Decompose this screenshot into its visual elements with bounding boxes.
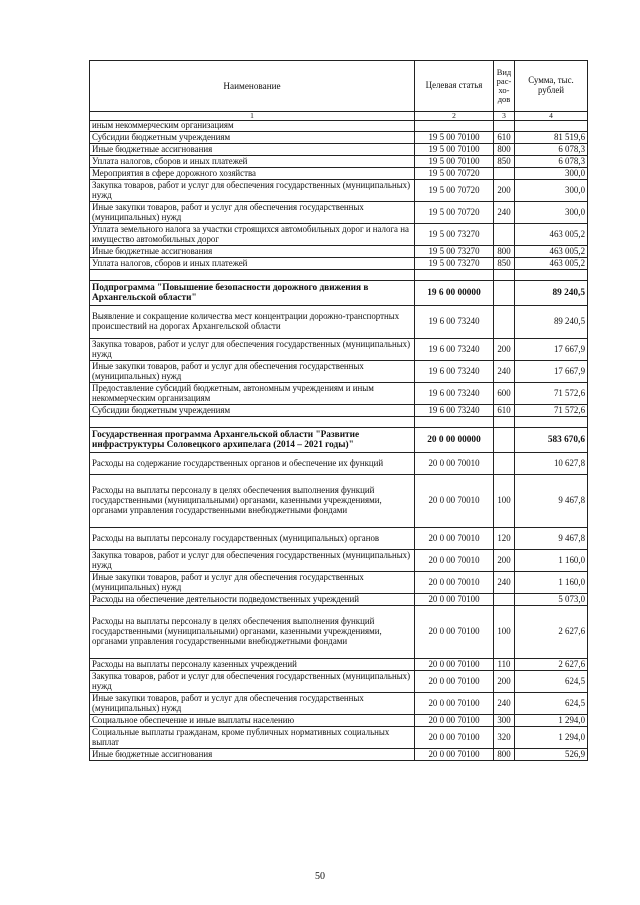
row-target-article-cell [415,121,494,132]
row-sum-cell: 9 467,8 [515,475,588,528]
row-name-cell: Иные закупки товаров, работ и услуг для обеспечения государственных (муниципальных) нужд [90,361,415,383]
row-target-article-cell: 19 6 00 00000 [415,281,494,306]
table-body [90,61,588,761]
row-target-article-cell: 20 0 00 70010 [415,528,494,550]
row-expense-type-cell [494,281,515,306]
row-expense-type-cell: 100 [494,475,515,528]
table-row [90,224,588,246]
row-sum-cell: 10 627,8 [515,453,588,475]
row-target-article-cell: 20 0 00 70010 [415,550,494,572]
row-target-article-cell: 20 0 00 70100 [415,606,494,659]
row-expense-type-cell [494,306,515,339]
row-expense-type-cell: 610 [494,132,515,144]
page-number: 50 [315,871,325,882]
row-name-cell [90,417,415,428]
row-name-cell: Закупка товаров, работ и услуг для обеспечения государственных (муниципальных) нужд [90,550,415,572]
row-expense-type-cell: 200 [494,671,515,693]
row-target-article-cell: 20 0 00 70100 [415,749,494,761]
row-name-cell: Социальное обеспечение и иные выплаты населению [90,715,415,727]
row-name-cell: Уплата налогов, сборов и иных платежей [90,258,415,270]
row-name-cell: иным некоммерческим организациям [90,121,415,132]
row-target-article-cell: 20 0 00 70100 [415,727,494,749]
row-sum-cell: 89 240,5 [515,306,588,339]
row-name-cell [90,270,415,281]
row-sum-cell: 1 160,0 [515,550,588,572]
row-target-article-cell: 20 0 00 70100 [415,671,494,693]
row-name-cell: Иные закупки товаров, работ и услуг для обеспечения государственных (муниципальных) нужд [90,572,415,594]
table-row [90,727,588,749]
table-row [90,156,588,168]
row-name-cell: Закупка товаров, работ и услуг для обеспечения государственных (муниципальных) нужд [90,180,415,202]
row-expense-type-cell: 240 [494,361,515,383]
row-expense-type-cell: 300 [494,715,515,727]
row-target-article-cell: 19 5 00 73270 [415,246,494,258]
row-name-cell: Расходы на выплаты персоналу в целях обеспечения выполнения функций государственными (муниципальными) органами, казенными учреждениями, органами управления государственными внебюджетными фондами [90,606,415,659]
row-sum-cell: 5 073,0 [515,594,588,606]
row-sum-cell [515,121,588,132]
row-target-article-cell: 19 6 00 73240 [415,306,494,339]
row-sum-cell: 17 667,9 [515,361,588,383]
row-target-article-cell: 20 0 00 70100 [415,693,494,715]
row-name-cell: Расходы на выплаты персоналу в целях обеспечения выполнения функций государственными (муниципальными) органами, казенными учреждениями, органами управления государственными внебюджетными фондами [90,475,415,528]
row-sum-cell: 624,5 [515,693,588,715]
row-sum-cell: 17 667,9 [515,339,588,361]
header-expense-type: Вид рас-хо-дов [494,61,515,112]
row-target-article-cell [415,270,494,281]
row-target-article-cell: 19 6 00 73240 [415,339,494,361]
row-expense-type-cell: 800 [494,749,515,761]
row-name-cell: Субсидии бюджетным учреждениям [90,405,415,417]
table-row [90,594,588,606]
table-row [90,383,588,405]
table-row [90,180,588,202]
row-expense-type-cell: 800 [494,246,515,258]
row-expense-type-cell [494,224,515,246]
table-row [90,306,588,339]
row-target-article-cell: 19 6 00 73240 [415,361,494,383]
table-row [90,572,588,594]
row-target-article-cell: 20 0 00 70100 [415,594,494,606]
row-target-article-cell: 20 0 00 70010 [415,475,494,528]
table-row [90,659,588,671]
table-row [90,428,588,453]
row-sum-cell: 300,0 [515,168,588,180]
row-name-cell: Субсидии бюджетным учреждениям [90,132,415,144]
table-header-row [90,61,588,112]
header-name: Наименование [90,61,415,112]
column-number: 2 [415,112,494,121]
column-number: 4 [515,112,588,121]
row-sum-cell: 1 160,0 [515,572,588,594]
budget-table [89,60,588,761]
table-row [90,749,588,761]
row-sum-cell: 81 519,6 [515,132,588,144]
row-target-article-cell: 19 5 00 70720 [415,202,494,224]
row-sum-cell: 463 005,2 [515,258,588,270]
row-expense-type-cell [494,594,515,606]
row-name-cell: Иные закупки товаров, работ и услуг для обеспечения государственных (муниципальных) нужд [90,202,415,224]
table-row [90,606,588,659]
row-name-cell: Расходы на выплаты персоналу государственных (муниципальных) органов [90,528,415,550]
row-target-article-cell: 20 0 00 70100 [415,715,494,727]
row-target-article-cell: 19 6 00 73240 [415,405,494,417]
table-row [90,405,588,417]
row-name-cell: Социальные выплаты гражданам, кроме публичных нормативных социальных выплат [90,727,415,749]
row-target-article-cell: 19 5 00 70100 [415,132,494,144]
row-name-cell: Уплата земельного налога за участки строящихся автомобильных дорог и налога на имущество автомобильных дорог [90,224,415,246]
table-row [90,339,588,361]
table-row [90,715,588,727]
row-name-cell: Иные закупки товаров, работ и услуг для обеспечения государственных (муниципальных) нужд [90,693,415,715]
table-row [90,258,588,270]
header-sum: Сумма, тыс. рублей [515,61,588,112]
row-target-article-cell: 19 5 00 70100 [415,156,494,168]
row-expense-type-cell: 320 [494,727,515,749]
row-expense-type-cell [494,270,515,281]
row-target-article-cell: 19 5 00 70100 [415,144,494,156]
table-row [90,671,588,693]
row-name-cell: Уплата налогов, сборов и иных платежей [90,156,415,168]
row-sum-cell: 6 078,3 [515,156,588,168]
row-sum-cell: 526,9 [515,749,588,761]
row-expense-type-cell: 200 [494,180,515,202]
table-row [90,121,588,132]
row-expense-type-cell [494,417,515,428]
table-row [90,361,588,383]
spacer-row [90,417,588,428]
table-row [90,132,588,144]
table-row [90,202,588,224]
row-expense-type-cell [494,168,515,180]
row-name-cell: Закупка товаров, работ и услуг для обеспечения государственных (муниципальных) нужд [90,671,415,693]
table-row [90,281,588,306]
row-sum-cell: 583 670,6 [515,428,588,453]
row-target-article-cell: 20 0 00 70010 [415,572,494,594]
table-row [90,550,588,572]
table-row [90,528,588,550]
row-name-cell: Иные бюджетные ассигнования [90,749,415,761]
row-name-cell: Мероприятия в сфере дорожного хозяйства [90,168,415,180]
row-expense-type-cell [494,453,515,475]
table-row [90,475,588,528]
row-sum-cell: 71 572,6 [515,383,588,405]
row-name-cell: Подпрограмма "Повышение безопасности дорожного движения в Архангельской области" [90,281,415,306]
spacer-row [90,270,588,281]
row-expense-type-cell: 600 [494,383,515,405]
row-target-article-cell: 20 0 00 00000 [415,428,494,453]
row-name-cell: Расходы на содержание государственных органов и обеспечение их функций [90,453,415,475]
header-target-article: Целевая статья [415,61,494,112]
row-sum-cell [515,270,588,281]
row-target-article-cell: 19 6 00 73240 [415,383,494,405]
row-sum-cell: 300,0 [515,202,588,224]
row-expense-type-cell [494,121,515,132]
row-sum-cell [515,417,588,428]
column-number: 1 [90,112,415,121]
row-sum-cell: 300,0 [515,180,588,202]
row-sum-cell: 6 078,3 [515,144,588,156]
row-name-cell: Выявление и сокращение количества мест концентрации дорожно-транспортных происшествий на дорогах Архангельской области [90,306,415,339]
row-target-article-cell: 20 0 00 70010 [415,453,494,475]
row-expense-type-cell: 200 [494,339,515,361]
table-row [90,693,588,715]
row-expense-type-cell: 240 [494,202,515,224]
row-expense-type-cell: 120 [494,528,515,550]
row-expense-type-cell [494,428,515,453]
row-name-cell: Иные бюджетные ассигнования [90,144,415,156]
row-sum-cell: 89 240,5 [515,281,588,306]
table-row [90,144,588,156]
row-expense-type-cell: 850 [494,258,515,270]
table-row [90,453,588,475]
row-sum-cell: 1 294,0 [515,715,588,727]
row-sum-cell: 463 005,2 [515,224,588,246]
row-target-article-cell: 19 5 00 73270 [415,258,494,270]
row-name-cell: Расходы на выплаты персоналу казенных учреждений [90,659,415,671]
row-sum-cell: 2 627,6 [515,606,588,659]
row-sum-cell: 2 627,6 [515,659,588,671]
row-expense-type-cell: 850 [494,156,515,168]
row-expense-type-cell: 240 [494,693,515,715]
row-expense-type-cell: 100 [494,606,515,659]
table-row [90,168,588,180]
row-name-cell: Иные бюджетные ассигнования [90,246,415,258]
row-name-cell: Закупка товаров, работ и услуг для обеспечения государственных (муниципальных) нужд [90,339,415,361]
row-name-cell: Государственная программа Архангельской области "Развитие инфраструктуры Соловецкого архипелага (2014 – 2021 годы)" [90,428,415,453]
column-number: 3 [494,112,515,121]
row-target-article-cell: 19 5 00 70720 [415,180,494,202]
row-sum-cell: 463 005,2 [515,246,588,258]
row-expense-type-cell: 610 [494,405,515,417]
row-expense-type-cell: 800 [494,144,515,156]
row-target-article-cell: 20 0 00 70100 [415,659,494,671]
row-target-article-cell [415,417,494,428]
row-name-cell: Расходы на обеспечение деятельности подведомственных учреждений [90,594,415,606]
row-expense-type-cell: 110 [494,659,515,671]
row-sum-cell: 9 467,8 [515,528,588,550]
row-sum-cell: 1 294,0 [515,727,588,749]
table-row [90,246,588,258]
row-sum-cell: 624,5 [515,671,588,693]
row-name-cell: Предоставление субсидий бюджетным, автономным учреждениям и иным некоммерческим организациям [90,383,415,405]
row-target-article-cell: 19 5 00 70720 [415,168,494,180]
row-expense-type-cell: 240 [494,572,515,594]
row-sum-cell: 71 572,6 [515,405,588,417]
row-target-article-cell: 19 5 00 73270 [415,224,494,246]
row-expense-type-cell: 200 [494,550,515,572]
